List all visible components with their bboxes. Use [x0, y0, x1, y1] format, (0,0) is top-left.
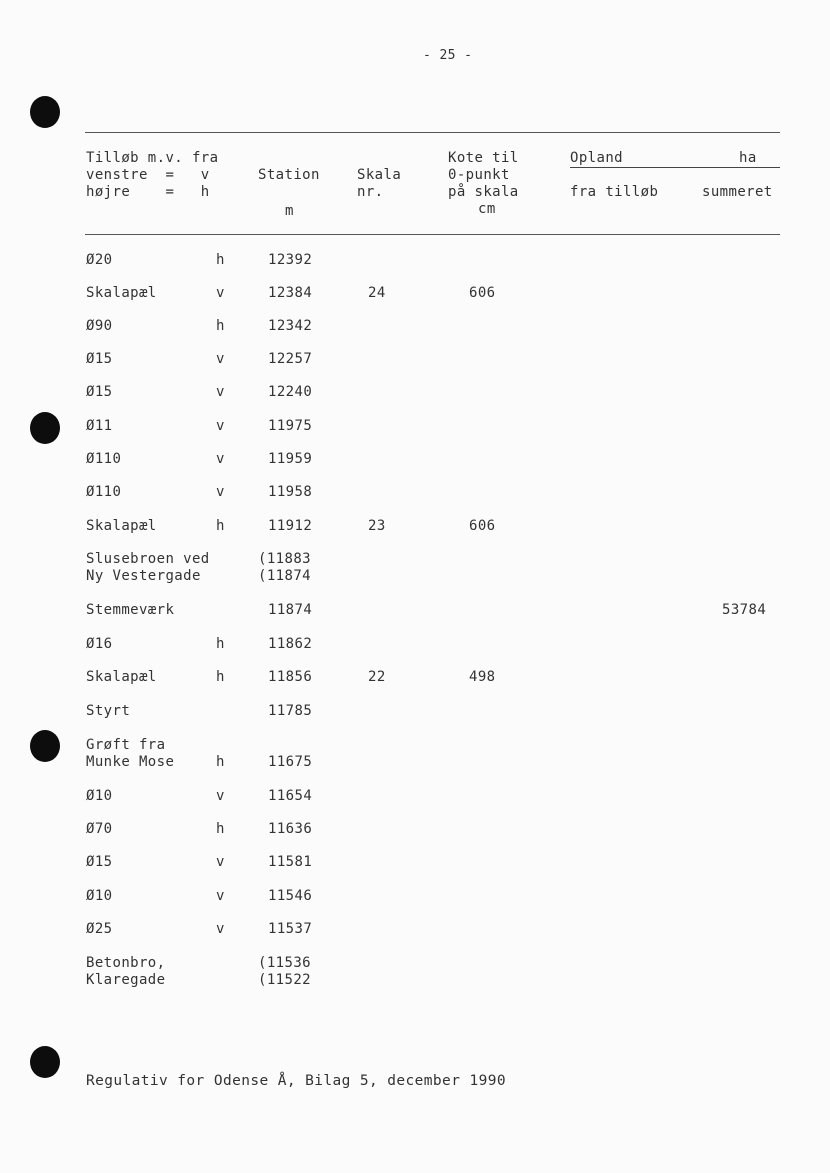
row-name: Ø10	[86, 788, 113, 804]
header-ha: ha	[739, 150, 757, 166]
row-name: Ø15	[86, 384, 113, 400]
header-col1-line1: Tilløb m.v. fra	[86, 150, 219, 166]
row-station: 11546	[268, 888, 313, 904]
row-station: 11581	[268, 854, 313, 870]
row-side: v	[216, 451, 225, 467]
header-bottom-rule	[85, 234, 780, 235]
row-name: Munke Mose	[86, 754, 175, 770]
row-side: h	[216, 821, 225, 837]
row-station: 11636	[268, 821, 313, 837]
row-name: Ø15	[86, 854, 113, 870]
row-station: (11522	[258, 972, 311, 988]
row-station: 11912	[268, 518, 313, 534]
header-kote-line3: på skala	[448, 184, 519, 200]
row-station: 11785	[268, 703, 313, 719]
row-station: (11883	[258, 551, 311, 567]
header-kote-unit: cm	[478, 201, 496, 217]
row-station: 11654	[268, 788, 313, 804]
page-footer: Regulativ for Odense Å, Bilag 5, december 1990	[86, 1073, 506, 1089]
row-name: Ny Vestergade	[86, 568, 201, 584]
row-station: 12392	[268, 252, 313, 268]
row-name: Ø70	[86, 821, 113, 837]
row-kote: 498	[469, 669, 496, 685]
row-station: 11537	[268, 921, 313, 937]
row-name: Slusebroen ved	[86, 551, 210, 567]
punch-hole-3	[30, 730, 60, 762]
row-side: v	[216, 921, 225, 937]
row-side: v	[216, 484, 225, 500]
row-name: Ø25	[86, 921, 113, 937]
header-skala: Skala	[357, 167, 402, 183]
row-side: v	[216, 788, 225, 804]
row-name: Ø90	[86, 318, 113, 334]
header-station-unit: m	[285, 203, 294, 219]
row-station: (11536	[258, 955, 311, 971]
row-side: v	[216, 888, 225, 904]
row-side: h	[216, 252, 225, 268]
row-station: 11874	[268, 602, 313, 618]
punch-hole-1	[30, 96, 60, 128]
row-side: h	[216, 518, 225, 534]
row-name: Grøft fra	[86, 737, 166, 753]
row-name: Betonbro,	[86, 955, 166, 971]
header-kote-line2: 0-punkt	[448, 167, 510, 183]
row-name: Klaregade	[86, 972, 166, 988]
header-fra-tillob: fra tilløb	[570, 184, 659, 200]
header-kote-line1: Kote til	[448, 150, 519, 166]
row-station: 12240	[268, 384, 313, 400]
header-top-rule	[85, 132, 780, 133]
header-col1-line2: venstre = v	[86, 167, 210, 183]
row-station: (11874	[258, 568, 311, 584]
header-opland-underline	[570, 167, 780, 168]
row-name: Ø15	[86, 351, 113, 367]
row-side: h	[216, 636, 225, 652]
row-name: Ø20	[86, 252, 113, 268]
row-skala: 24	[368, 285, 386, 301]
row-station: 11675	[268, 754, 313, 770]
row-side: v	[216, 351, 225, 367]
row-side: h	[216, 318, 225, 334]
row-name: Skalapæl	[86, 285, 157, 301]
row-skala: 22	[368, 669, 386, 685]
header-col1-line3: højre = h	[86, 184, 210, 200]
row-summeret: 53784	[722, 602, 767, 618]
header-summeret: summeret	[702, 184, 773, 200]
row-name: Skalapæl	[86, 669, 157, 685]
row-side: h	[216, 669, 225, 685]
page-number: - 25 -	[423, 48, 473, 63]
row-kote: 606	[469, 285, 496, 301]
header-skala-nr: nr.	[357, 184, 384, 200]
row-name: Stemmeværk	[86, 602, 175, 618]
row-kote: 606	[469, 518, 496, 534]
row-station: 11959	[268, 451, 313, 467]
row-station: 11856	[268, 669, 313, 685]
row-side: v	[216, 384, 225, 400]
row-side: v	[216, 854, 225, 870]
row-station: 12384	[268, 285, 313, 301]
header-station: Station	[258, 167, 320, 183]
row-station: 11975	[268, 418, 313, 434]
row-station: 11862	[268, 636, 313, 652]
row-name: Ø11	[86, 418, 113, 434]
row-skala: 23	[368, 518, 386, 534]
row-name: Skalapæl	[86, 518, 157, 534]
row-side: v	[216, 285, 225, 301]
row-side: h	[216, 754, 225, 770]
row-side: v	[216, 418, 225, 434]
row-name: Ø10	[86, 888, 113, 904]
row-name: Ø110	[86, 484, 122, 500]
row-station: 12342	[268, 318, 313, 334]
punch-hole-4	[30, 1046, 60, 1078]
row-station: 11958	[268, 484, 313, 500]
punch-hole-2	[30, 412, 60, 444]
header-opland: Opland	[570, 150, 623, 166]
row-name: Ø16	[86, 636, 113, 652]
row-name: Ø110	[86, 451, 122, 467]
row-name: Styrt	[86, 703, 131, 719]
row-station: 12257	[268, 351, 313, 367]
